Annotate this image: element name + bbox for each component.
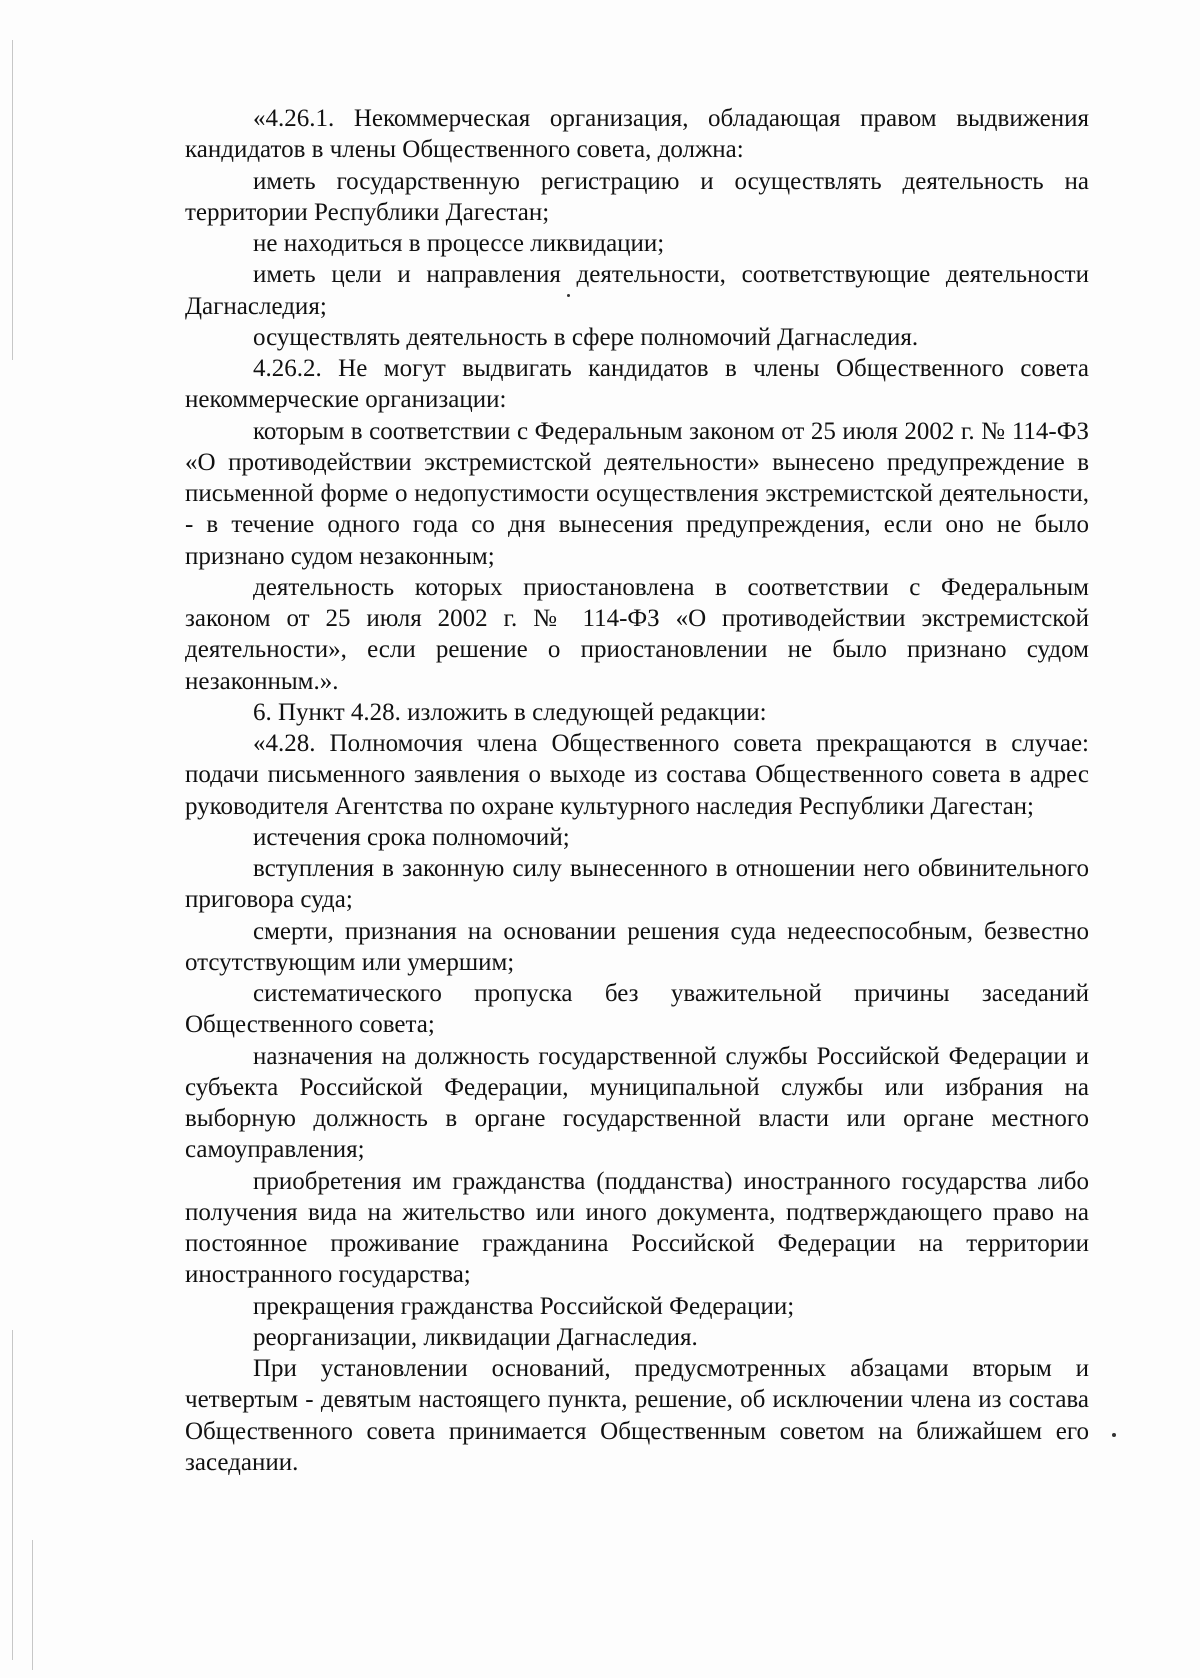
document-body [185,103,1089,1478]
paragraph-liquidation: не находиться в процессе ликвидации; [253,230,665,257]
paragraph-extremism-warning: которым в соответствии с Федеральным законом от 25 июля 2002 г. № 114-ФЗ «О противодействии экстремистской деятельности» вынесено предупреждение в письменной форме о недопустимости осуществления экстремистской деятельности, - в течение одного года со дня вынесения предупреждения, если оно не было признано судом незаконным; [185,417,1089,570]
scan-margin-line-bottom [32,1540,33,1670]
paragraph-4-26-2: 4.26.2. Не могут выдвигать кандидатов в члены Общественного совета некоммерческие организации: [185,355,1089,414]
scan-speck [567,294,570,297]
scan-speck [1112,1433,1116,1437]
paragraph-suspended-activity: деятельность которых приостановлена в соответствии с Федеральным законом от 25 июля 2002 г. № 114-ФЗ «О противодействии экстремистской деятельности», если решение о приостановлении не было признано судом незаконным.». [185,573,1089,695]
paragraph-term-expiry: истечения срока полномочий; [253,823,570,851]
paragraph-4-28: «4.28. Полномочия члена Общественного совета прекращаются в случае: подачи письменного заявления о выходе из состава Общественного совета в адрес руководителя Агентства по охране культурного наследия Республики Дагестан; [185,730,1089,820]
paragraph-foreign-citizenship: приобретения им гражданства (подданства) иностранного государства либо получения вида на жительство или иного документа, подтверждающего право на постоянное проживание гражданина Российской Федерации на территории иностранного государства; [185,1167,1089,1289]
paragraph-citizenship-termination: прекращения гражданства Российской Федерации; [253,1292,795,1320]
paragraph-registration: иметь государственную регистрацию и осуществлять деятельность на территории Республики Дагестан; [185,167,1089,226]
paragraph-conviction: вступления в законную силу вынесенного в отношении него обвинительного приговора суда; [185,855,1089,914]
paragraph-item-6: 6. Пункт 4.28. изложить в следующей редакции: [253,698,767,726]
paragraph-powers-sphere: осуществлять деятельность в сфере полномочий Дагнаследия. [253,323,919,351]
paragraph-exclusion-decision: При установлении оснований, предусмотренных абзацами вторым и четвертым - девятым настоящего пункта, решение, об исключении члена из состава Общественного совета принимается Общественным советом на ближайшем его заседании. [185,1355,1089,1476]
paragraph-reorganization: реорганизации, ликвидации Дагнаследия. [253,1323,698,1351]
paragraph-appointment: назначения на должность государственной службы Российской Федерации и субъекта Российской Федерации, муниципальной службы или избрания на выборную должность в органе государственной власти или органе местного самоуправления; [185,1042,1089,1164]
scan-margin-line [12,40,13,360]
paragraph-4-26-1: «4.26.1. Некоммерческая организация, обладающая правом выдвижения кандидатов в члены Общественного совета, должна: [185,105,1089,164]
scan-margin-line-lower [12,1330,13,1660]
paragraph-absence: систематического пропуска без уважительной причины заседаний Общественного совета; [185,980,1089,1039]
paragraph-death-incapacity: смерти, признания на основании решения суда недееспособным, безвестно отсутствующим или умершим; [185,917,1089,976]
paragraph-goals: иметь цели и направления деятельности, соответствующие деятельности Дагнаследия; [185,261,1089,320]
